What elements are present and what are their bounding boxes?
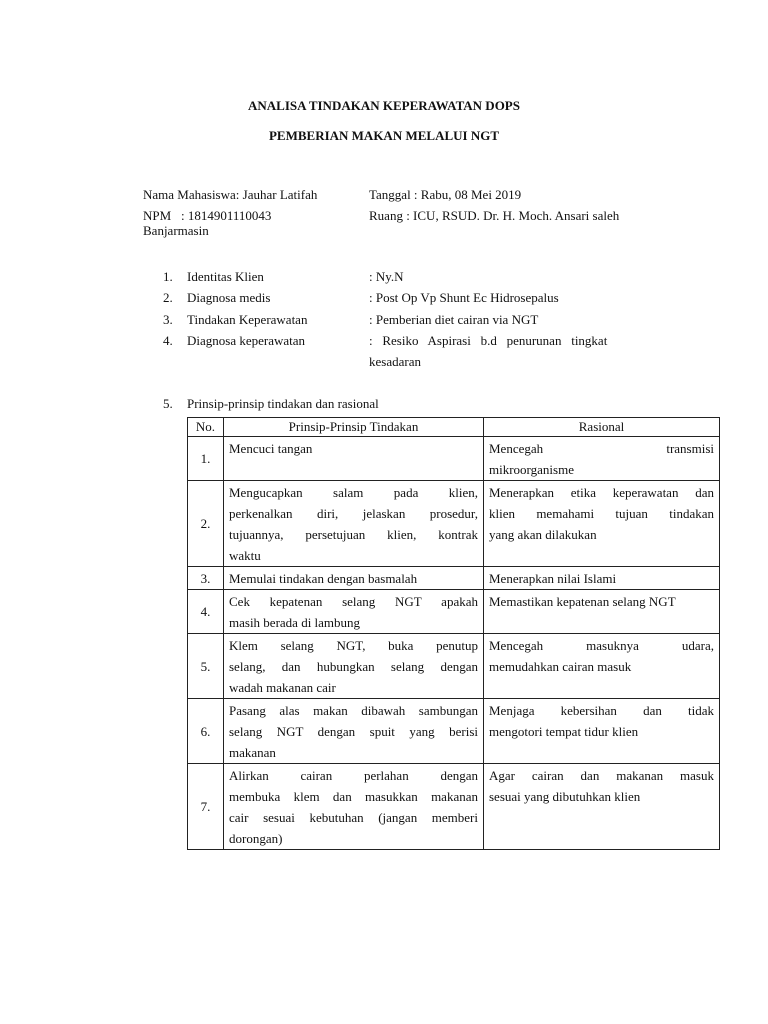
rasional-cell — [484, 567, 720, 590]
row-number: 2. — [188, 481, 224, 567]
tindakan-cell — [224, 481, 484, 567]
room-field: Ruang : ICU, RSUD. Dr. H. Moch. Ansari saleh — [369, 208, 620, 223]
table-row — [188, 590, 720, 634]
item-value: : Resiko Aspirasi b.d penurunan tingkat — [369, 333, 608, 348]
item-label: Diagnosa medis — [187, 290, 271, 305]
row-number: 7. — [188, 764, 224, 850]
rasional-line: sesuai yang dibutuhkan klien — [489, 789, 641, 804]
table-row — [188, 634, 720, 699]
document-title: ANALISA TINDAKAN KEPERAWATAN DOPS — [248, 98, 520, 113]
item-value: : Ny.N — [369, 269, 404, 284]
item-value-cont: kesadaran — [369, 354, 421, 369]
tindakan-line: membuka klem dan masukkan makanan — [229, 789, 478, 804]
rasional-line: Mencegah masuknya udara, — [489, 638, 714, 653]
item-num: 1. — [163, 269, 173, 284]
section-num: 5. — [163, 396, 173, 411]
rasional-line: Mencegah transmisi — [489, 441, 714, 456]
tindakan-line: wadah makanan cair — [229, 680, 336, 695]
tindakan-line: cair sesuai kebutuhan (jangan memberi — [229, 810, 478, 825]
table-row — [188, 764, 720, 850]
date-field: Tanggal : Rabu, 08 Mei 2019 — [369, 187, 522, 202]
rasional-cell — [484, 481, 720, 567]
rasional-line: Menerapkan etika keperawatan dan — [489, 485, 714, 500]
rasional-line: Menerapkan nilai Islami — [489, 571, 617, 586]
tindakan-line: Mengucapkan salam pada klien, — [229, 485, 478, 500]
npm-label: NPM — [143, 208, 172, 223]
student-name: Nama Mahasiswa: Jauhar Latifah — [143, 187, 318, 202]
row-number: 4. — [188, 590, 224, 634]
tindakan-line: Memulai tindakan dengan basmalah — [229, 571, 418, 586]
rasional-cell — [484, 634, 720, 699]
item-num: 4. — [163, 333, 173, 348]
tindakan-line: tujuannya, persetujuan klien, kontrak — [229, 527, 478, 542]
tindakan-line: perkenalkan diri, jelaskan prosedur, — [229, 506, 478, 521]
rasional-line: Memastikan kepatenan selang NGT — [489, 594, 676, 609]
item-label: Identitas Klien — [187, 269, 264, 284]
item-label: Tindakan Keperawatan — [187, 312, 308, 327]
item-value: : Post Op Vp Shunt Ec Hidrosepalus — [369, 290, 559, 305]
item-num: 2. — [163, 290, 173, 305]
rasional-line: yang akan dilakukan — [489, 527, 597, 542]
tindakan-cell — [224, 590, 484, 634]
tindakan-cell — [224, 567, 484, 590]
rasional-line: Menjaga kebersihan dan tidak — [489, 703, 714, 718]
tindakan-line: Mencuci tangan — [229, 441, 313, 456]
tindakan-line: selang, dan hubungkan selang dengan — [229, 659, 478, 674]
principles-table — [187, 417, 720, 850]
tindakan-line: masih berada di lambung — [229, 615, 361, 630]
section-label: Prinsip-prinsip tindakan dan rasional — [187, 396, 379, 411]
rasional-cell — [484, 699, 720, 764]
rasional-line: memudahkan cairan masuk — [489, 659, 632, 674]
header-rasional: Rasional — [484, 418, 720, 437]
table-header-row — [188, 418, 720, 437]
document-subtitle: PEMBERIAN MAKAN MELALUI NGT — [268, 128, 500, 143]
rasional-line: klien memahami tujuan tindakan — [489, 506, 714, 521]
item-label: Diagnosa keperawatan — [187, 333, 306, 348]
item-value: : Pemberian diet cairan via NGT — [369, 312, 539, 327]
rasional-line: mengotori tempat tidur klien — [489, 724, 639, 739]
tindakan-cell — [224, 437, 484, 481]
tindakan-line: waktu — [229, 548, 261, 563]
table-row — [188, 567, 720, 590]
tindakan-cell — [224, 699, 484, 764]
row-number: 3. — [188, 567, 224, 590]
tindakan-cell — [224, 634, 484, 699]
header-no: No. — [188, 418, 224, 437]
row-number: 6. — [188, 699, 224, 764]
rasional-cell — [484, 590, 720, 634]
tindakan-line: Pasang alas makan dibawah sambungan — [229, 703, 478, 718]
npm-value: : 1814901110043 — [181, 208, 272, 223]
table-row — [188, 481, 720, 567]
table-row — [188, 437, 720, 481]
room-field-cont: Banjarmasin — [143, 223, 209, 238]
item-num: 3. — [163, 312, 173, 327]
header-tindakan: Prinsip-Prinsip Tindakan — [224, 418, 484, 437]
tindakan-line: Alirkan cairan perlahan dengan — [229, 768, 478, 783]
row-number: 1. — [188, 437, 224, 481]
tindakan-cell — [224, 764, 484, 850]
rasional-cell — [484, 437, 720, 481]
rasional-cell — [484, 764, 720, 850]
tindakan-line: Klem selang NGT, buka penutup — [229, 638, 478, 653]
tindakan-line: dorongan) — [229, 831, 283, 846]
rasional-line: Agar cairan dan makanan masuk — [489, 768, 714, 783]
tindakan-line: selang NGT dengan spuit yang berisi — [229, 724, 478, 739]
rasional-line: mikroorganisme — [489, 462, 574, 477]
tindakan-line: Cek kepatenan selang NGT apakah — [229, 594, 478, 609]
table-row — [188, 699, 720, 764]
row-number: 5. — [188, 634, 224, 699]
tindakan-line: makanan — [229, 745, 276, 760]
